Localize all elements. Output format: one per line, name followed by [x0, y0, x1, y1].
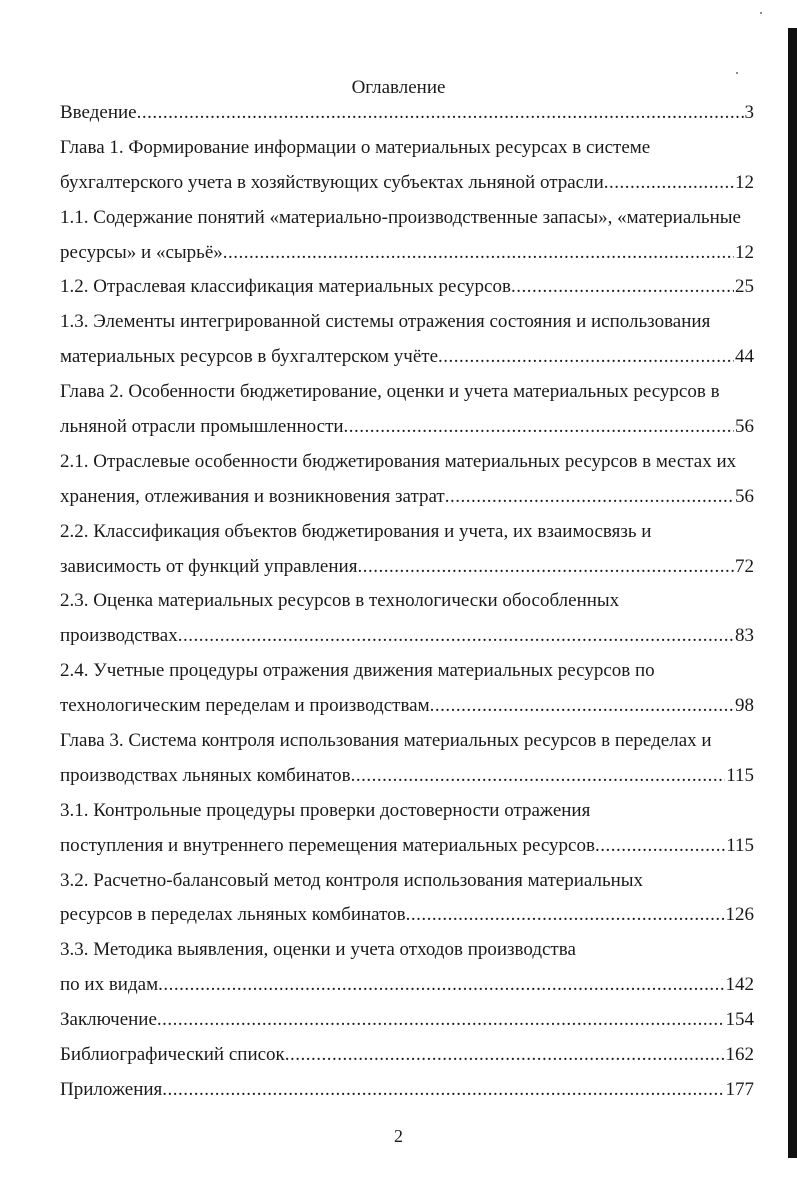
toc-leader — [137, 96, 744, 131]
toc-entry-text: производствах — [60, 625, 178, 647]
toc-entry-text: льняной отрасли промышленности — [60, 416, 344, 438]
toc-entry-page: 177 — [725, 1078, 754, 1100]
table-of-contents — [60, 96, 754, 1108]
scan-edge — [788, 28, 797, 1158]
toc-entry-page: 25 — [735, 276, 754, 298]
scan-speck — [760, 12, 762, 14]
toc-entry-text: 3.1. Контрольные процедуры проверки достоверности отражения — [60, 799, 591, 821]
toc-entry[interactable] — [60, 201, 754, 236]
toc-leader — [430, 689, 734, 724]
scan-speck — [736, 72, 738, 74]
page-title: Оглавление — [351, 77, 446, 98]
toc-entry[interactable] — [60, 584, 754, 619]
toc-entry[interactable] — [60, 96, 754, 131]
toc-entry[interactable] — [60, 1073, 754, 1108]
toc-entry[interactable] — [60, 305, 754, 340]
toc-entry[interactable] — [60, 759, 754, 794]
toc-entry-text: Заключение — [60, 1009, 157, 1031]
toc-entry-page: 83 — [735, 625, 754, 647]
toc-entry[interactable] — [60, 898, 754, 933]
toc-leader — [285, 1038, 725, 1073]
toc-entry-page: 12 — [735, 241, 754, 263]
toc-entry[interactable] — [60, 619, 754, 654]
toc-entry[interactable] — [60, 375, 754, 410]
toc-entry[interactable] — [60, 1003, 754, 1038]
toc-entry-text: Приложения — [60, 1078, 163, 1100]
toc-entry-page: 115 — [726, 764, 754, 786]
toc-entry-text: технологическим переделам и производствам — [60, 695, 430, 717]
toc-entry-text: поступления и внутреннего перемещения материальных ресурсов — [60, 834, 595, 856]
toc-entry[interactable] — [60, 236, 754, 271]
toc-entry[interactable] — [60, 654, 754, 689]
toc-entry-page: 56 — [735, 485, 754, 507]
toc-entry-text: по их видам — [60, 974, 159, 996]
toc-entry-text: материальных ресурсов в бухгалтерском учёте — [60, 346, 439, 368]
toc-entry-text: зависимость от функций управления — [60, 555, 358, 577]
toc-entry[interactable] — [60, 968, 754, 1003]
toc-leader — [357, 550, 734, 585]
toc-entry-page: 154 — [725, 1009, 754, 1031]
toc-entry[interactable] — [60, 515, 754, 550]
toc-entry-text: 3.3. Методика выявления, оценки и учета отходов производства — [60, 939, 576, 961]
toc-entry[interactable] — [60, 480, 754, 515]
toc-entry-page: 3 — [744, 102, 754, 123]
toc-leader — [406, 898, 725, 933]
toc-entry-page: 72 — [735, 555, 754, 577]
toc-leader — [445, 480, 734, 515]
toc-entry[interactable] — [60, 794, 754, 829]
toc-entry[interactable] — [60, 829, 754, 864]
toc-entry-page: 44 — [735, 346, 754, 368]
toc-entry-text: Введение — [60, 102, 137, 123]
toc-entry-text: 3.2. Расчетно-балансовый метод контроля использования материальных — [60, 869, 644, 891]
toc-entry-text: хранения, отлеживания и возникновения затрат — [60, 485, 445, 507]
toc-entry-page: 12 — [735, 171, 754, 193]
toc-entry[interactable] — [60, 445, 754, 480]
toc-entry-text: 2.1. Отраслевые особенности бюджетирования материальных ресурсов в местах их — [60, 450, 737, 472]
toc-entry-text: ресурсов в переделах льняных комбинатов — [60, 904, 406, 926]
toc-entry-text: ресурсы» и «сырьё» — [60, 241, 223, 263]
toc-entry[interactable] — [60, 340, 754, 375]
page-number: 2 — [394, 1126, 403, 1146]
toc-entry[interactable] — [60, 1038, 754, 1073]
toc-entry-text: 2.2. Классификация объектов бюджетирования и учета, их взаимосвязь и — [60, 520, 652, 542]
toc-leader — [438, 340, 734, 375]
toc-leader — [604, 166, 734, 201]
toc-entry[interactable] — [60, 864, 754, 899]
toc-entry-text: 1.3. Элементы интегрированной системы отражения состояния и использования — [60, 311, 711, 333]
toc-leader — [162, 1073, 724, 1108]
toc-entry[interactable] — [60, 270, 754, 305]
toc-entry-text: 2.3. Оценка материальных ресурсов в технологически обособленных — [60, 590, 620, 612]
toc-leader — [511, 270, 734, 305]
toc-entry-text: бухгалтерского учета в хозяйствующих субъектах льняной отрасли — [60, 171, 604, 193]
toc-leader — [178, 619, 734, 654]
toc-leader — [344, 410, 734, 445]
toc-entry[interactable] — [60, 410, 754, 445]
toc-entry-text: производствах льняных комбинатов — [60, 764, 351, 786]
toc-entry-page: 142 — [725, 974, 754, 996]
toc-entry[interactable] — [60, 933, 754, 968]
toc-leader — [157, 1003, 725, 1038]
toc-entry-text: 1.1. Содержание понятий «материально-производственные запасы», «материальные — [60, 206, 741, 228]
toc-entry[interactable] — [60, 166, 754, 201]
toc-entry[interactable] — [60, 724, 754, 759]
toc-entry-text: Глава 2. Особенности бюджетирование, оценки и учета материальных ресурсов в — [60, 381, 720, 403]
toc-entry[interactable] — [60, 131, 754, 166]
toc-leader — [595, 829, 725, 864]
toc-leader — [351, 759, 726, 794]
toc-entry-text: Глава 3. Система контроля использования материальных ресурсов в переделах и — [60, 730, 712, 752]
toc-entry-page: 115 — [726, 834, 754, 856]
toc-entry-text: 2.4. Учетные процедуры отражения движения материальных ресурсов по — [60, 660, 655, 682]
toc-entry-page: 56 — [735, 416, 754, 438]
toc-entry-text: Библиографический список — [60, 1044, 285, 1066]
toc-entry-page: 126 — [725, 904, 754, 926]
toc-entry-page: 162 — [725, 1044, 754, 1066]
toc-entry[interactable] — [60, 689, 754, 724]
toc-entry[interactable] — [60, 550, 754, 585]
toc-leader — [158, 968, 724, 1003]
toc-leader — [223, 236, 734, 271]
toc-entry-text: 1.2. Отраслевая классификация материальных ресурсов — [60, 276, 511, 298]
toc-entry-page: 98 — [735, 695, 754, 717]
toc-entry-text: Глава 1. Формирование информации о материальных ресурсах в системе — [60, 136, 651, 158]
